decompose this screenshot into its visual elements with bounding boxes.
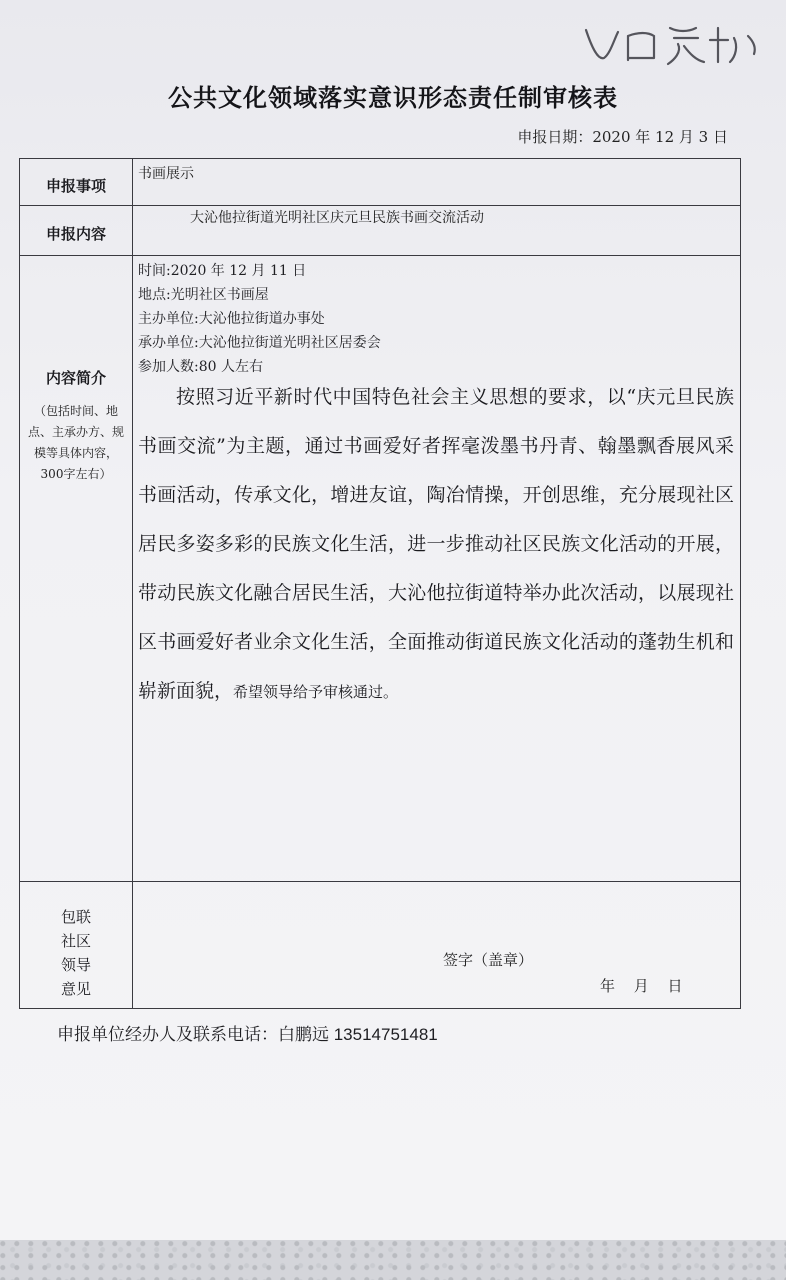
summary-body <box>138 373 734 717</box>
document-title: 公共文化领域落实意识形态责任制审核表 <box>168 83 618 112</box>
item-label: 申报事项 <box>45 177 106 195</box>
contact-line: 申报单位经办人及联系电话：白鹏远 13514751481 <box>57 1025 438 1044</box>
handwritten-signature <box>578 18 778 68</box>
opinion-label-line: 包联 <box>60 908 91 926</box>
fact-host: 主办单位:大沁他拉街道办事处 <box>138 311 325 327</box>
fact-attendance: 参加人数:80 人左右 <box>138 359 263 375</box>
desk-surface <box>0 1240 786 1280</box>
opinion-label-line: 领导 <box>60 956 91 974</box>
summary-body-tail: 希望领导给予审核通过。 <box>233 683 399 701</box>
date-placeholder: 年 月 日 <box>600 977 683 995</box>
fact-organizer: 承办单位:大沁他拉街道光明社区居委会 <box>138 335 381 351</box>
summary-label: 内容简介 <box>45 369 106 387</box>
table-divider <box>20 881 740 882</box>
item-value: 书画展示 <box>138 166 194 182</box>
opinion-label-line: 意见 <box>60 980 91 998</box>
fact-place: 地点:光明社区书画屋 <box>138 287 269 303</box>
content-value: 大沁他拉街道光明社区庆元旦民族书画交流活动 <box>190 210 484 226</box>
leader-opinion-label <box>20 905 132 1001</box>
event-facts <box>138 259 728 379</box>
content-label: 申报内容 <box>45 225 106 243</box>
report-date: 申报日期：2020 年 12 月 3 日 <box>517 128 728 146</box>
table-divider <box>20 205 740 206</box>
fact-time: 时间:2020 年 12 月 11 日 <box>138 263 307 279</box>
table-divider <box>20 255 740 256</box>
summary-note: （包括时间、地点、主承办方、规模等具体内容，300字左右） <box>27 404 124 481</box>
opinion-label-line: 社区 <box>60 932 91 950</box>
signature-label: 签字（盖章） <box>443 951 534 969</box>
review-form-table <box>19 158 741 1009</box>
summary-body-main: 按照习近平新时代中国特色社会主义思想的要求，以“庆元旦民族书画交流”为主题，通过书画爱好者挥毫泼墨书丹青、翰墨飘香展风采书画活动，传承文化，增进友谊，陶冶情操，开创思维，充分展现社区居民多姿多彩的民族文化生活，进一步推动社区民族文化活动的开展，带动民族文化融合居民生活，大沁他拉街道特举办此次活动，以展现社区书画爱好者业余文化生活，全面推动街道民族文化活动的蓬勃生机和崭新面貌， <box>138 386 734 702</box>
